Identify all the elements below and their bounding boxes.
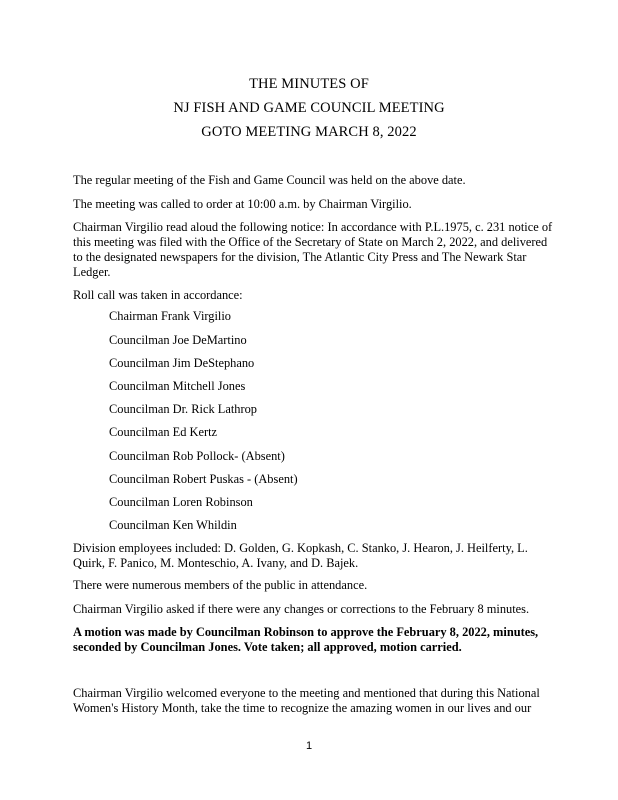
paragraph-regular-meeting: The regular meeting of the Fish and Game Council was held on the above date. [73, 173, 466, 187]
paragraph-division-line-1: Division employees included: D. Golden, G. Kopkash, C. Stanko, J. Hearon, J. Heilferty, L. [73, 541, 528, 555]
paragraph-motion-line-1: A motion was made by Councilman Robinson to approve the February 8, 2022, minutes, [73, 625, 539, 639]
title-line-1: THE MINUTES OF [249, 76, 369, 92]
paragraph-notice-line-4: Ledger. [73, 265, 111, 279]
paragraph-changes: Chairman Virgilio asked if there were any changes or corrections to the February 8 minutes. [73, 602, 530, 616]
roll-call-member: Councilman Mitchell Jones [109, 379, 246, 393]
paragraph-division-line-2: Quirk, F. Panico, M. Monteschio, A. Ivany, and D. Bajek. [73, 556, 359, 570]
paragraph-public: There were numerous members of the public in attendance. [73, 578, 368, 592]
title-line-3: GOTO MEETING MARCH 8, 2022 [201, 124, 417, 140]
paragraph-notice-line-3: to the designated newspapers for the division, The Atlantic City Press and The Newark Star [73, 250, 527, 264]
roll-call-member: Chairman Frank Virgilio [109, 309, 232, 323]
paragraph-notice-line-2: this meeting was filed with the Office of the Secretary of State on March 2, 2022, and delivered [73, 235, 548, 249]
roll-call-member: Councilman Dr. Rick Lathrop [109, 402, 257, 416]
roll-call-member: Councilman Loren Robinson [109, 495, 253, 509]
paragraph-welcome-line-2: Women's History Month, take the time to recognize the amazing women in our lives and our [73, 701, 532, 715]
paragraph-motion-line-2: seconded by Councilman Jones. Vote taken; all approved, motion carried. [73, 640, 462, 654]
roll-call-member: Councilman Ken Whildin [109, 518, 237, 532]
paragraph-called-to-order: The meeting was called to order at 10:00 a.m. by Chairman Virgilio. [73, 197, 412, 211]
roll-call-member: Councilman Ed Kertz [109, 425, 218, 439]
page-number: 1 [305, 740, 313, 752]
roll-call-member: Councilman Rob Pollock- (Absent) [109, 449, 285, 463]
roll-call-member: Councilman Robert Puskas - (Absent) [109, 472, 298, 486]
roll-call-member: Councilman Joe DeMartino [109, 333, 247, 347]
paragraph-roll-call: Roll call was taken in accordance: [73, 288, 243, 302]
paragraph-notice-line-1: Chairman Virgilio read aloud the following notice: In accordance with P.L.1975, c. 231 notice of [73, 220, 553, 234]
paragraph-welcome-line-1: Chairman Virgilio welcomed everyone to the meeting and mentioned that during this National [73, 686, 540, 700]
title-line-2: NJ FISH AND GAME COUNCIL MEETING [173, 100, 445, 116]
roll-call-member: Councilman Jim DeStephano [109, 356, 255, 370]
